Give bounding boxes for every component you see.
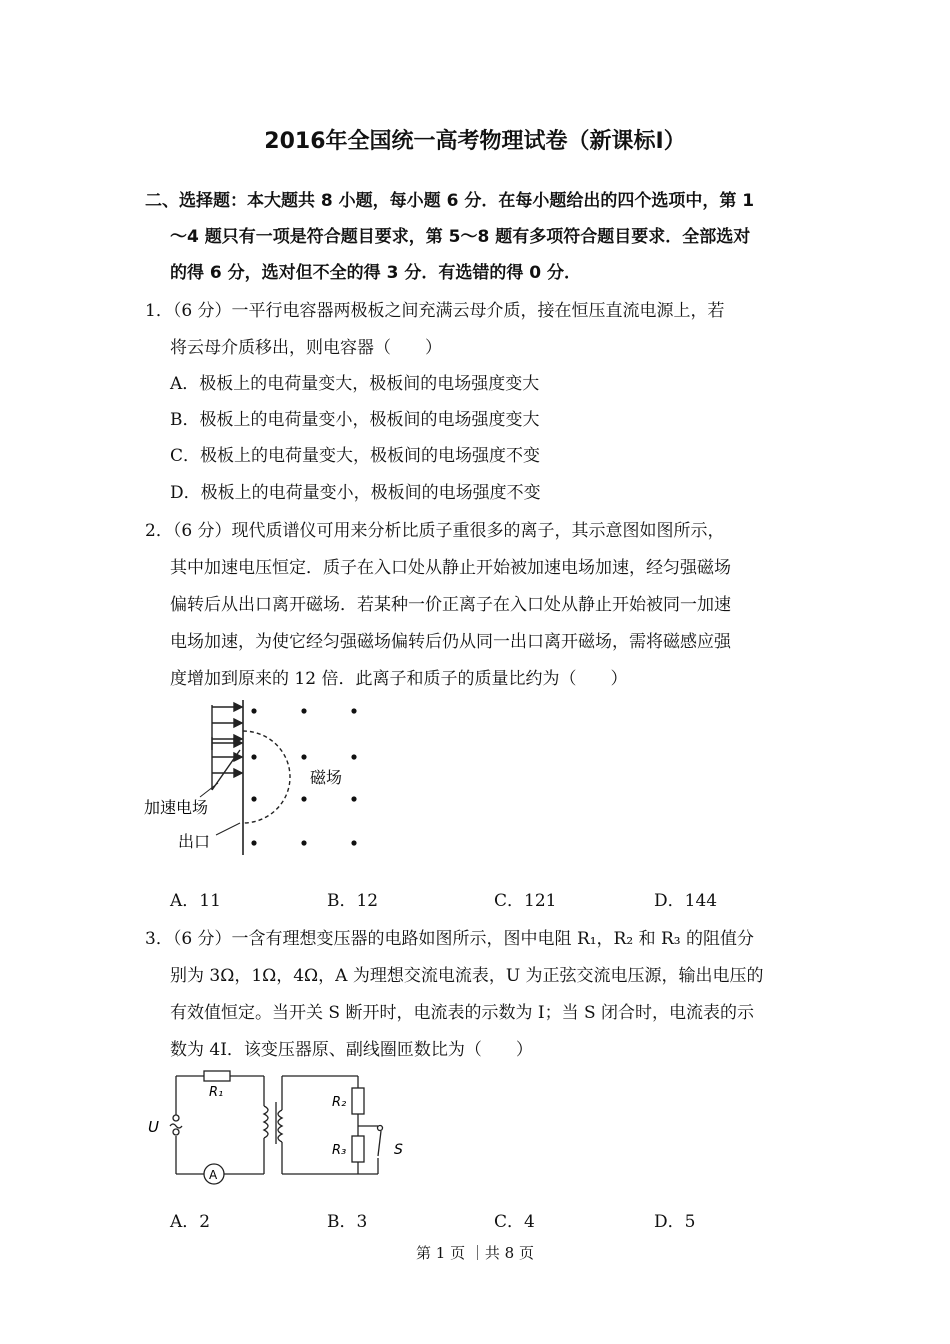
r1-label: R₁ [209, 1085, 224, 1100]
q2-option-a: A．11 [170, 891, 221, 911]
source-terminal-top [173, 1115, 179, 1121]
exit-label-leader [216, 823, 240, 835]
q2-stem-line-5: 度增加到原来的 12 倍．此离子和质子的质量比约为（ ） [170, 669, 628, 689]
s-label: S [394, 1142, 403, 1158]
q2-stem-line-4: 电场加速，为使它经匀强磁场偏转后仍从同一出口离开磁场，需将磁感应强 [170, 632, 731, 652]
q2-stem-line-3: 偏转后从出口离开磁场．若某种一价正离子在入口处从静止开始被同一加速 [170, 595, 731, 615]
q3-stem-line-1: 3．（6 分）一含有理想变压器的电路如图所示，图中电阻 R₁，R₂ 和 R₃ 的阻值分 [145, 929, 754, 949]
q2-stem-line-1: 2．（6 分）现代质谱仪可用来分析比质子重很多的离子，其示意图如图所示， [145, 521, 725, 541]
primary-coil [264, 1106, 268, 1138]
q2-option-c: C．121 [494, 891, 557, 911]
q2-stem-line-2: 其中加速电压恒定．质子在入口处从静止开始被加速电场加速，经匀强磁场 [170, 558, 731, 578]
section-heading-line-2: ～4 题只有一项是符合题目要求，第 5～8 题有多项符合题目要求．全部选对 [170, 227, 751, 247]
u-label: U [148, 1118, 159, 1136]
q3-stem-line-2: 别为 3Ω，1Ω，4Ω，A 为理想交流电流表，U 为正弦交流电压源，输出电压的 [170, 966, 764, 986]
magnet-label: 磁场 [310, 768, 343, 787]
q2-option-d: D．144 [654, 891, 718, 911]
q3-stem-line-4: 数为 4I．该变压器原、副线圈匝数比为（ ） [170, 1040, 533, 1060]
section-heading-line-1: 二、选择题：本大题共 8 小题，每小题 6 分．在每小题给出的四个选项中，第 1 [145, 191, 755, 211]
field-arrows [212, 703, 242, 790]
field-label-leader [200, 783, 218, 797]
resistor-r3 [352, 1136, 364, 1162]
q3-stem-line-3: 有效值恒定。当开关 S 断开时，电流表的示数为 I；当 S 闭合时，电流表的示 [170, 1003, 755, 1023]
switch-blade [378, 1131, 381, 1156]
q1-stem-line-1: 1．（6 分）一平行电容器两极板之间充满云母介质，接在恒压直流电源上，若 [145, 301, 725, 321]
page-title: 2016年全国统一高考物理试卷（新课标Ⅰ） [264, 129, 686, 154]
q1-option-d: D．极板上的电荷量变小，极板间的电场强度不变 [170, 483, 541, 503]
resistor-r1 [204, 1071, 230, 1081]
ammeter-label: A [209, 1168, 218, 1182]
q3-option-a: A．2 [170, 1212, 211, 1232]
switch-contact [378, 1126, 383, 1131]
ac-source-symbol [170, 1124, 182, 1128]
r2-label: R₂ [332, 1095, 347, 1110]
source-terminal-bottom [173, 1129, 179, 1135]
exit-label: 出口 [178, 832, 211, 851]
q1-option-c: C．极板上的电荷量变大，极板间的电场强度不变 [170, 446, 541, 466]
transformer-circuit-figure [140, 1066, 420, 1196]
ion-path [243, 731, 290, 823]
resistor-r2 [352, 1088, 364, 1114]
page-footer: 第 1 页 ｜共 8 页 [416, 1244, 534, 1262]
q1-option-b: B．极板上的电荷量变小，极板间的电场强度变大 [170, 410, 540, 430]
q3-option-d: D．5 [654, 1212, 696, 1232]
r3-label: R₃ [332, 1143, 347, 1158]
field-label: 加速电场 [144, 798, 209, 817]
q2-option-b: B．12 [327, 891, 379, 911]
q1-option-a: A．极板上的电荷量变大，极板间的电场强度变大 [170, 374, 540, 394]
mass-spectrometer-figure [140, 695, 380, 860]
section-heading-line-3: 的得 6 分，选对但不全的得 3 分．有选错的得 0 分． [170, 263, 581, 283]
q1-stem-line-2: 将云母介质移出，则电容器（ ） [170, 338, 442, 358]
secondary-coil [278, 1110, 282, 1142]
q3-option-b: B．3 [327, 1212, 368, 1232]
q3-option-c: C．4 [494, 1212, 535, 1232]
